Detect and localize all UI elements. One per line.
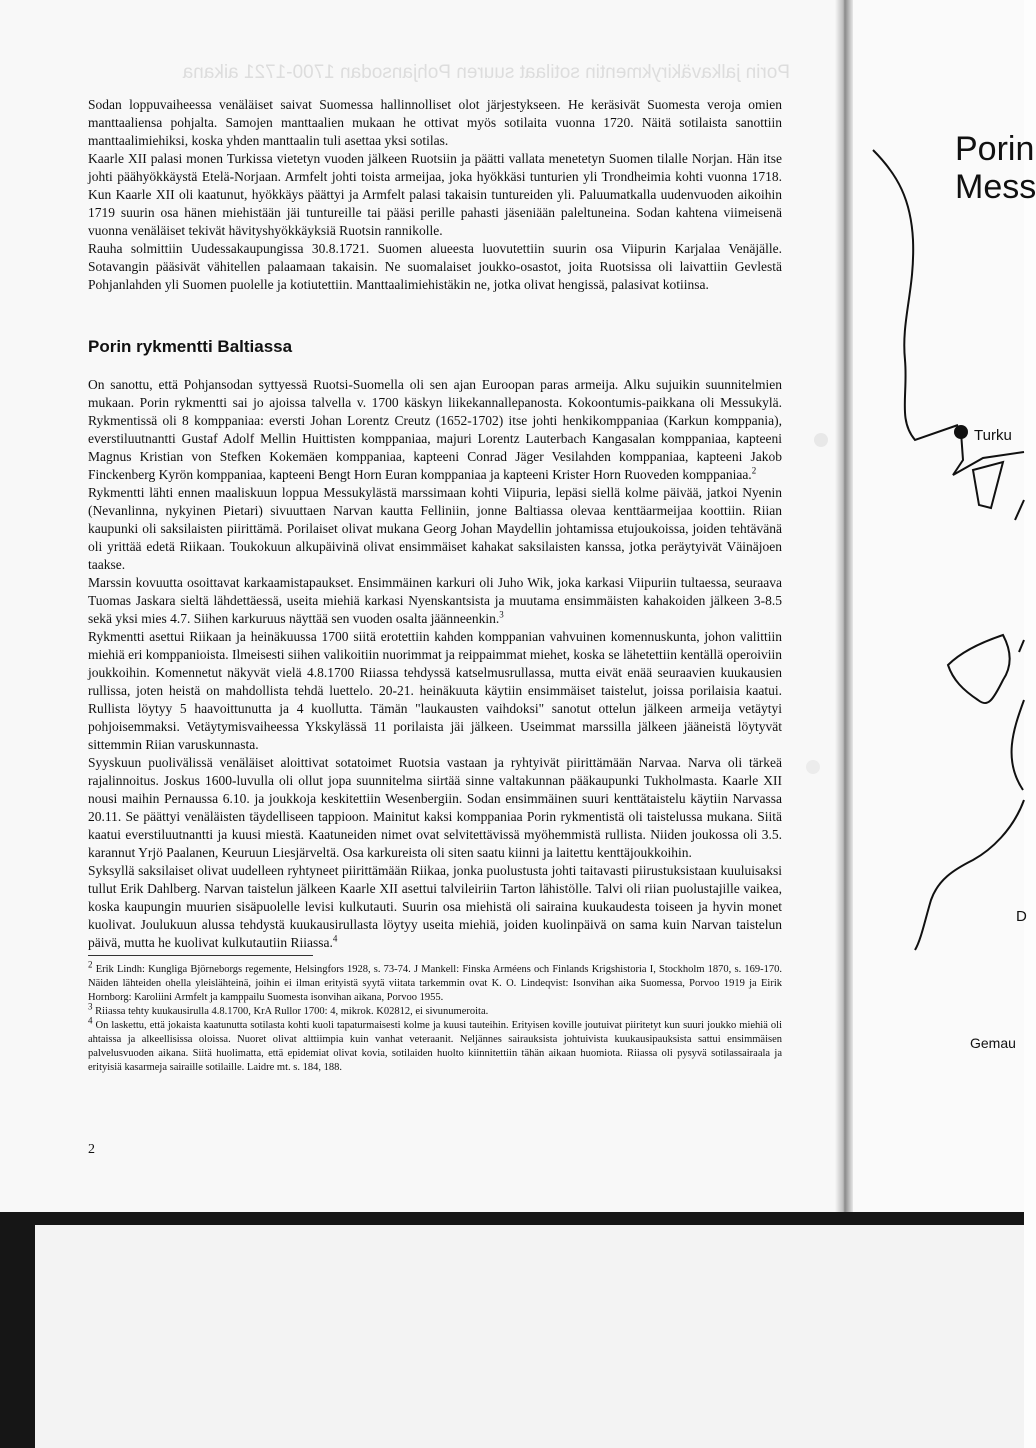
footnote: $^3$ Riiassa tehty kuukausirulla 4.8.1700, KrA Rullor 1700: 4, mikrok. K02812, ei sivunumeroita.	[88, 1001, 489, 1017]
section-heading: Porin rykmentti Baltiassa	[88, 337, 293, 356]
map-title: Mess	[955, 168, 1036, 206]
bleed-through-mark	[806, 760, 820, 774]
paragraph: Syyskuun puolivälissä venäläiset aloittivat sotatoimet Ruotsia vastaan ja ryhtyivät piirittämään Narvaa. Narva oli tärkeä rajalinnoitus. Joskus 1600-luvulla oli ollut jopa suunnitelma siirtää sinne valtakunnan pääkaupunki Tukholmasta. Kaarle XII nousi maihin Pernaussa 6.10. ja joukkoja keskitettiin Wesenbergiin. Sodan ensimmäinen suuri kenttätaistelu käytiin Narvassa 20.11. Se päättyi venäläisten täydelliseen tappioon. Mainitut kaksi komppaniaa Porin rykmentistä oli taistelussa mukana. Siitä kaatui everstiluutnantti ja kuusi miestä. Kaatuneiden nimet ovat selvitettävissä myöhemmistä rullista. Niiden joukossa oli 3.5. karannut Yrjö Paalanen, Keuruun Liesjärveltä. Osa karkureista oli siten saatu kiinni ja laitettu kenttäjoukkoihin.	[88, 755, 782, 860]
footnote-ref: 3	[499, 609, 504, 620]
paragraph: Rykmentti lähti ennen maaliskuun loppua Messukylästä marssimaan kohti Viipuria, lepäsi siellä kolme päivää, jatkoi Nyenin (Nevanlinna, nykyinen Pietari) sivuuttaen Narvan kautta Felliniin, jonne Baltiassa olevaa kenttäarmeijaa koottiin. Riian kaupunki oli saksilaisten piirittämä. Porilaiset olivat mukana Georg Johan Maydellin johtamissa etujoukoissa, joiden tehtävänä oli yrittää edetä Riikaan. Toukokuun alkupäivinä olivat ensimmäiset kahakat saksilaisten kanssa, jotka peräytyivät Väinäjoen taakse.	[88, 485, 782, 572]
paragraph: Marssin kovuutta osoittavat karkaamistapaukset. Ensimmäinen karkuri oli Juho Wik, joka karkasi Viipuriin tultaessa, seuraava Tuomas Jaskara sieltä lähdettäessä, useita miehiä karkasi Nyenskantsista ja muutama ensimmäisten kahakoiden jälkeen 3-8.5 sekä yksi mies 4.7. Siihen karkuruus näyttää sen vuoden osalta jäänneenkin.$^3$	[88, 575, 782, 626]
coastline	[1012, 700, 1024, 790]
place-label: D	[1016, 908, 1027, 925]
section-text	[88, 376, 782, 952]
coastline	[873, 150, 958, 440]
paragraph: On sanottu, että Pohjansodan syttyessä Ruotsi-Suomella oli sen ajan Euroopan paras armeija. Alku sujuikin suunnitelmien mukaan. Porin rykmentti sai jo ajoissa talvella v. 1700 käskyn liikekannallepanosta. Kokoontumis-paikkana oli Messukylä. Rykmentissä oli 8 komppaniaa: eversti Johan Lorentz Creutz (1652-1702) itse johti henkikomppaniaa (Karkun komppania), everstiluutnantti Gustaf Adolf Mellin Huittisten komppaniaa, majuri Lorentz Lauterbach Kangasalan komppaniaa, kapteeni Magnus Kristian von Stefken Kokemäen komppaniaa, kapteeni Conrad Jäger Vesilahden komppaniaa, kapteeni Jakob Finckenberg Kyrön komppaniaa, kapteeni Bengt Horn Euran komppaniaa ja kapteeni Krister Horn Ruoveden komppaniaa.$^2$	[88, 377, 782, 482]
underlying-sheet	[35, 1225, 1024, 1448]
place-label-turku: Turku	[974, 427, 1012, 444]
paragraph: Rauha solmittiin Uudessakaupungissa 30.8.1721. Suomen alueesta luovutettiin suurin osa Viipurin Karjalaa Venäjälle. Sotavangin pääsivät vähitellen palaamaan takaisin. Ne suomalaiset joukko-osastot, joita Ruotsissa oli laivattiin Gevlestä Pohjanlahden yli Suomen puolelle ja kotiutettiin. Manttaalimiehistäkin ne, jotka olivat hengissä, palasivat kotiinsa.	[88, 241, 782, 292]
paragraph: Syksyllä saksilaiset olivat uudelleen ryhtyneet piirittämään Riikaa, jonka puolustusta johti taitavasti piirustuksistaan kuuluisaksi tullut Erik Dahlberg. Narvan taistelun jälkeen Kaarle XII asettui talvileiriin Tarton lähistölle. Talvi oli riian puolustajille vaikea, koska kaupungin muurien sisäpuolelle levisi kulkutauti. Suurin osa miehistä oli sairaina kuukaudesta toiseen ja hyvin monet kuolivat. Joulukuun alussa tehdystä kuukausirullasta löytyy useita miehiä, joiden kuolinpäivä on sama kuin Narvan taistelun päivä, mutta he kuolivat kulkutautiin Riiassa.$^4$	[88, 863, 782, 950]
paragraph: Kaarle XII palasi monen Turkissa vietetyn vuoden jälkeen Ruotsiin ja päätti vallata menetetyn Suomen tilalle Norjan. Hän itse johti päähyökkäystä Etelä-Norjaan. Armfelt johti toista armeijaa, joka hyökkäsi tunturien yli Trondheimia kohti vuonna 1718. Kun Kaarle XII oli kaatunut, hyökkäys päättyi ja Armfelt palasi takaisin tuntureiden yli. Paluumatkalla uudenvuoden aikoihin 1719 suurin osa hänen miehistään jäi tuntureille tai pääsi perille pahasti jäseniään paleltuneina. Sodan kahtena viimeisenä vuonna venäläiset tekivät hävityshyökkäyksiä Ruotsin rannikolle.	[88, 151, 782, 238]
paragraph: Rykmentti asettui Riikaan ja heinäkuussa 1700 siitä erotettiin kahden komppanian vahvuinen komennuskunta, johon valittiin miehiä eri komppanioista. Ilmeisesti siihen valikoitiin nuorimmat ja reippaimmat miehet, koska se lähetettiin kentällä operoiviin joukkoihin. Komennetut näkyvät vielä 4.8.1700 Riiassa tehdyssä katselmusrullassa, mutta eivät enää seuraavien kuukausien rullissa, joten heistä on mahdollista tehdä luettelo. 20-21. heinäkuuta käytiin ensimmäiset taistelut, joissa porilaisia kaatui. Rullista löytyy 5 haavoittunutta ja 4 kuollutta. Tämän "laukausten vaihdoksi" sanotut ottelun jälkeen armeija vetäytyi pohjoisemmaksi. Vetäytymisvaiheessa Ykskylässä 11 porilaista jäi jälkeen. Useimmat marssilla jälkeen jääneistä löytyvät sittemmin Riian varuskunnasta.	[88, 629, 782, 752]
place-label-gemau: Gemau	[970, 1035, 1016, 1051]
paragraph: Sodan loppuvaiheessa venäläiset saivat Suomessa hallinnolliset olot järjestykseen. He keräsivät Suomesta veroja omien manttaaliensa pohjalta. Samojen manttaalien mukaan he ottivat myös sotilaita vuonna 1720. Näitä sotilaista sanottiin manttaalimiehiksi, koska yhden manttaalin tuli asettaa yksi sotilas.	[88, 97, 782, 148]
island	[1019, 640, 1024, 652]
map-title: Porin	[955, 130, 1035, 168]
footnote-ref: 4	[332, 933, 338, 944]
footnote-ref: 2	[751, 465, 757, 476]
bleed-through-heading: Porin jalkaväkirykmentin sotilaat suuren Pohjansodan 1700-1721 aikana	[182, 62, 790, 83]
footnote-divider	[88, 955, 313, 956]
bleed-through-mark	[814, 433, 828, 447]
coastline	[915, 800, 1024, 950]
island	[973, 462, 1003, 508]
intro-text	[88, 96, 782, 294]
footnote: $^4$ On laskettu, että jokaista kaatunutta sotilasta kohti kuoli tapaturmaisesti kolme ja kuusi tauteihin. Erityisen koville joutuivat piiritetyt kun suuri joukko miehiä oli ahtaissa ja alkeellisissa oloissa. Nuoret olivat alttiimpia kuin vanhat veteraanit. Neljännes sairauksista johtuivista kuukausipauksista sattui ensimmäisen palvelusvuoden aikana. Siitä huolimatta, että epidemiat olivat kovia, sotilaiden huolto kiinnitettiin tähän aikaan huomiota. Riiassa oli pysyvä sotilassairaala ja erityisiä kasarmeja sairaille sotilaille. Laidre mt. s. 184, 188.	[88, 1015, 782, 1073]
footnotes	[88, 959, 782, 1075]
page-number: 2	[88, 1142, 95, 1157]
coastline	[1015, 500, 1024, 520]
right-page-map	[853, 0, 1036, 1212]
footnote: $^2$ Erik Lindh: Kungliga Björneborgs regemente, Helsingfors 1928, s. 73-74. J Mankell: Finska Arméens och Finlands Krigshistoria I, Stockholm 1870, s. 169-170. Näiden lähteiden ohella yleislähteinä, joihin ei ilman erityistä syytä viitata tarkemmin ovat K. O. Lindeqvist: Isonvihan aika Suomessa, Porvoo 1919 ja Eirik Hornborg: Karoliini Armfelt ja kamppailu Suomesta isonvihan aikana, Porvoo 1955.	[88, 959, 782, 1003]
island	[948, 635, 1010, 703]
book-gutter	[835, 0, 853, 1212]
